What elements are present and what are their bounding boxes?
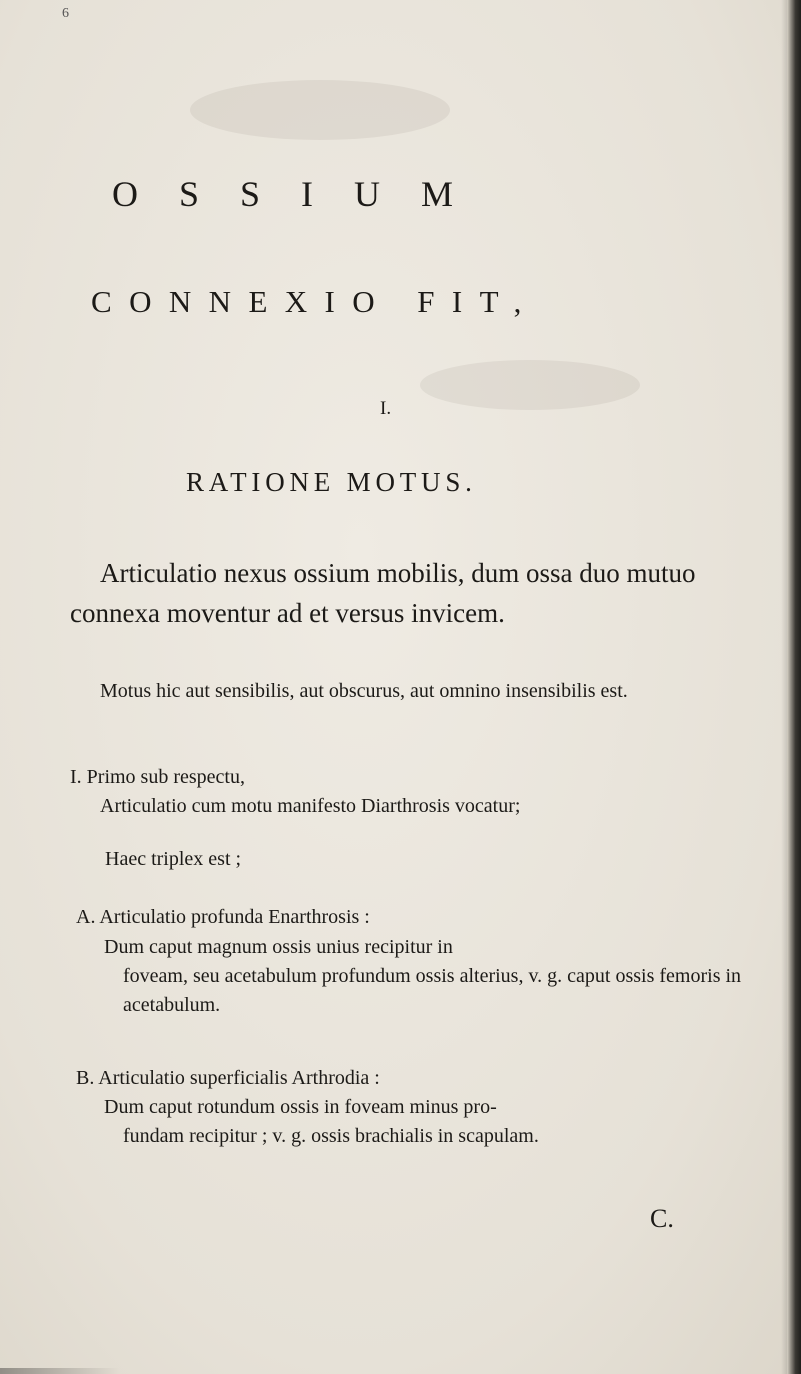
item-continuation: fundam recipitur ; v. g. ossis brachialis in scapulam. [123, 1125, 539, 1147]
primo-heading: I. Primo sub respectu, [70, 766, 245, 788]
item-title: Articulatio profunda Enarthrosis : [99, 906, 370, 928]
heading-connexio: CONNEXIO FIT, [91, 284, 539, 319]
paper-stain [420, 360, 640, 410]
item-continuation: foveam, seu acetabulum profundum ossis alterius, v. g. caput ossis femoris in acetabulum. [123, 965, 742, 1016]
item-a-heading [76, 906, 370, 929]
item-line: Dum caput rotundum ossis in foveam minus pro- [104, 1096, 497, 1118]
haec-line: Haec triplex est ; [105, 848, 242, 870]
primo-description: Articulatio cum motu manifesto Diarthrosis vocatur; [100, 795, 521, 817]
paper-stain [190, 80, 450, 140]
page-bottom-mark [0, 1368, 120, 1374]
motus-paragraph: Motus hic aut sensibilis, aut obscurus, aut omnino insensibilis est. [100, 680, 628, 702]
page-mark: 6 [62, 6, 69, 21]
item-title: Articulatio superficialis Arthrodia : [98, 1067, 380, 1089]
item-line: Dum caput magnum ossis unius recipitur in [104, 936, 453, 958]
definition-paragraph: Articulatio nexus ossium mobilis, dum ossa duo mutuo connexa moventur ad et versus invicem. [70, 558, 696, 628]
item-b-heading [76, 1067, 380, 1090]
catchword: C. [650, 1204, 674, 1233]
item-b-body [104, 1093, 744, 1151]
section-number: I. [380, 398, 392, 419]
item-a-body [104, 933, 744, 1020]
page-edge [787, 0, 801, 1374]
heading-ossium: OSSIUM [112, 174, 495, 214]
section-title: RATIONE MOTUS. [186, 467, 477, 497]
item-label: A. [76, 906, 96, 928]
item-label: B. [76, 1067, 95, 1089]
